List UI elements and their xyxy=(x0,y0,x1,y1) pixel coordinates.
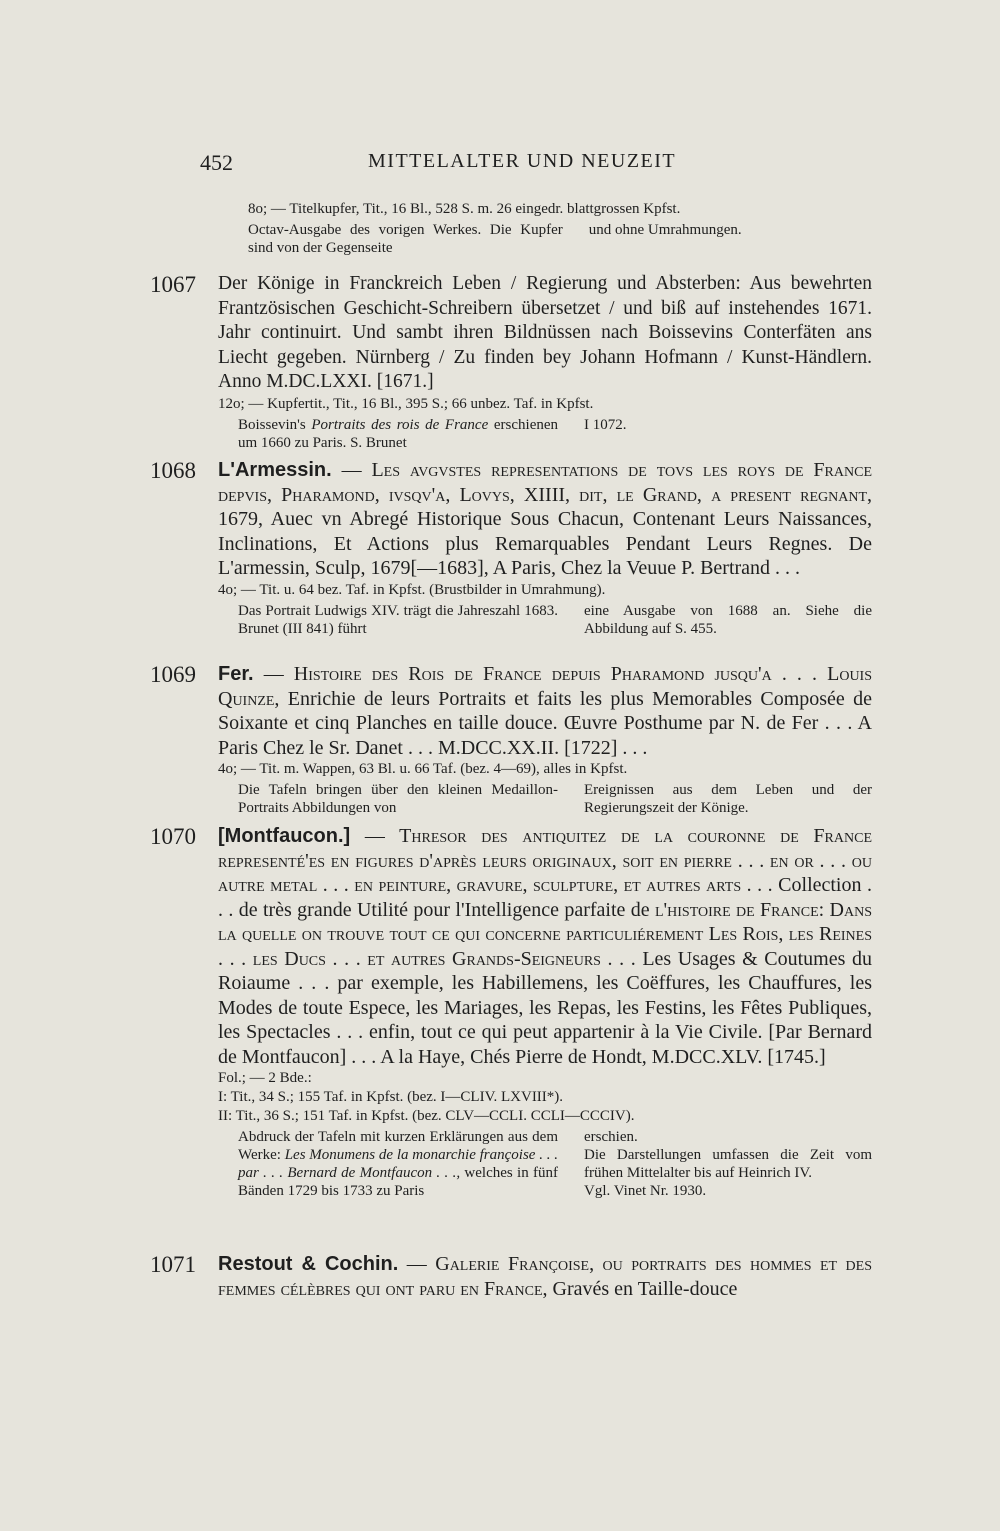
entry-number: 1067 xyxy=(150,272,196,297)
entry-title xyxy=(218,1252,872,1301)
note-left xyxy=(238,416,558,452)
entry-number: 1071 xyxy=(150,1252,196,1277)
entry-title xyxy=(218,662,872,760)
entry-notes xyxy=(238,781,872,817)
note-left-italic: Portraits des rois de France xyxy=(311,416,489,433)
note-left-text: Boissevin's xyxy=(238,416,306,433)
note-left xyxy=(238,1128,558,1200)
entry-author: Fer. xyxy=(218,663,254,685)
entry-author: Restout & Cochin. xyxy=(218,1253,399,1275)
entry-title-smallcaps: — Histoire des Rois de France depuis Pharamond jusqu'a . . . Louis Quinze, xyxy=(218,663,873,710)
note-right-line-2: Die Darstellungen umfassen die Zeit vom frühen Mittelalter bis auf Heinrich IV. xyxy=(584,1147,872,1181)
note-left: Das Portrait Ludwigs XIV. trägt die Jahreszahl 1683. Brunet (III 841) führt xyxy=(238,602,558,637)
note-left-text-2: welches in fünf Bänden 1729 bis 1733 zu Paris xyxy=(238,1165,559,1199)
entry-title: Der Könige in Franckreich Leben / Regierung und Absterben: Aus bewehrten Frantzösischen Geschicht-Schreibern übersetzet / und biß auf instehendes 1671. Jahr continuirt. Und sambt ihren Bildnüssen nach Boissevins Conterfäten ans Liecht gegeben. Nürnberg / Zu finden bey Johann Hofmann / Kunst-Händlern. Anno M.DC.LXXI. [1671.] xyxy=(218,273,872,392)
entry-notes xyxy=(238,602,872,638)
entry-collation: 4o; — Tit. m. Wappen, 63 Bl. u. 66 Taf. (bez. 4—69), alles in Kpfst. xyxy=(218,761,628,777)
entry-number: 1068 xyxy=(150,458,196,483)
entry-title-mid: Collection . . . de très grande Utilité pour l'Intelligence parfaite de xyxy=(218,874,872,921)
volume-2: II: Tit., 36 S.; 151 Taf. in Kpfst. (bez. CLV—CCLI. CCLI—CCCIV). xyxy=(218,1108,635,1124)
running-head: MITTELALTER UND NEUZEIT xyxy=(368,150,677,172)
note-left-text-2: erschienen um 1660 zu Paris. S. Brunet xyxy=(238,416,559,451)
entry-title-smallcaps: — Galerie Françoise, ou portraits des hommes et des femmes célèbres qui ont paru en France, xyxy=(218,1253,872,1300)
entry-title xyxy=(218,824,872,1069)
note-left: Die Tafeln bringen über den kleinen Medaillon-Portraits Abbildungen von xyxy=(238,782,558,816)
page-header xyxy=(200,150,900,180)
note-right: I 1072. xyxy=(584,416,627,433)
entry-title-rest: 1679, Auec vn Abregé Historique Sous Chacun, Contenant Leurs Naissances, Inclinations, Et Actions plus Remarquables Pendant Leurs Regnes. De L'armessin, Sculp, 1679[—1683], A Paris, Chez la Veuue P. Bertrand . . . xyxy=(218,508,872,579)
entry-author: L'Armessin. xyxy=(218,459,332,481)
note-left-italic: Les Monumens de la monarchie françoise . . . par . . . Bernard de Montfaucon . . ., xyxy=(238,1147,558,1181)
entry-notes xyxy=(238,1128,872,1200)
entry-title-rest: Enrichie de leurs Portraits et faits les plus Memorables Composée de Soixante et cinq Planches en taille douce. Œuvre Posthume par N. de Fer . . . A Paris Chez le Sr. Danet . . . M.DCC.XX.II. [1722] . . . xyxy=(218,687,872,759)
entry-title-rest: Les Usages & Coutumes du Roiaume . . . par exemple, les Habillemens, les Coëffures, les Chauffures, les Modes de toute Espece, les Mariages, les Repas, les Festins, les Fêtes Publiques, les Spectacles . . . enfin, tout ce qui peut appartenir à la Vie Civile. [Par Bernard de Montfaucon] . . . A la Haye, Chés Pierre de Hondt, M.DCC.XLV. [1745.] xyxy=(218,947,872,1068)
note-right xyxy=(584,1128,872,1200)
note-right: eine Ausgabe von 1688 an. Siehe die Abbildung auf S. 455. xyxy=(584,602,872,637)
volume-1: I: Tit., 34 S.; 155 Taf. in Kpfst. (bez. I—CLIV. LXVIII*). xyxy=(218,1089,564,1105)
entry-title-smallcaps-2: l'histoire de France: Dans la quelle on trouve tout ce qui concerne particuliérement Les Rois, les Reines . . . les Ducs . . . et autres Grands-Seigneurs . . . xyxy=(218,898,872,970)
entry-author: [Montfaucon.] xyxy=(218,825,351,847)
entry-number: 1070 xyxy=(150,824,196,849)
entry-title xyxy=(218,458,872,581)
page-number: 452 xyxy=(200,150,233,175)
note-right-line-1: erschien. xyxy=(584,1129,638,1145)
note-left: Octav-Ausgabe des vorigen Werkes. Die Kupfer sind von der Gegenseite xyxy=(248,222,563,256)
entry-collation: 8o; — Titelkupfer, Tit., 16 Bl., 528 S. m. 26 eingedr. blattgrossen Kpfst. xyxy=(248,201,681,217)
note-right: Ereignissen aus dem Leben und der Regierungszeit der Könige. xyxy=(584,782,872,816)
entry-collation: 4o; — Tit. u. 64 bez. Taf. in Kpfst. (Brustbilder in Umrahmung). xyxy=(218,581,606,598)
entry-title-smallcaps: — Les avgvstes representations de tovs les roys de France depvis, Pharamond, ivsqv'a, Lovys, XIIII, dit, le Grand, a present regnant, xyxy=(218,459,873,506)
entry-collation: 12o; — Kupfertit., Tit., 16 Bl., 395 S.; 66 unbez. Taf. in Kpfst. xyxy=(218,395,594,412)
note-left-text: Abdruck der Tafeln mit kurzen Erklärungen aus dem Werke: xyxy=(238,1129,558,1163)
entry-title-rest: Gravés en Taille-douce xyxy=(552,1277,738,1300)
note-right-line-3: Vgl. Vinet Nr. 1930. xyxy=(584,1183,707,1199)
note-right: und ohne Umrahmungen. xyxy=(588,222,742,238)
entry-number: 1069 xyxy=(150,662,196,687)
entry-notes xyxy=(248,221,872,257)
entry-collation: Fol.; — 2 Bde.: xyxy=(218,1070,312,1086)
entry-notes xyxy=(238,416,872,452)
entry-title-smallcaps: — Thresor des antiquitez de la couronne de France representé'es en figures d'après leurs originaux, soit en pierre . . . en or . . . ou autre metal . . . en peinture, gravure, sculpture, et autres arts . . . xyxy=(218,825,872,896)
